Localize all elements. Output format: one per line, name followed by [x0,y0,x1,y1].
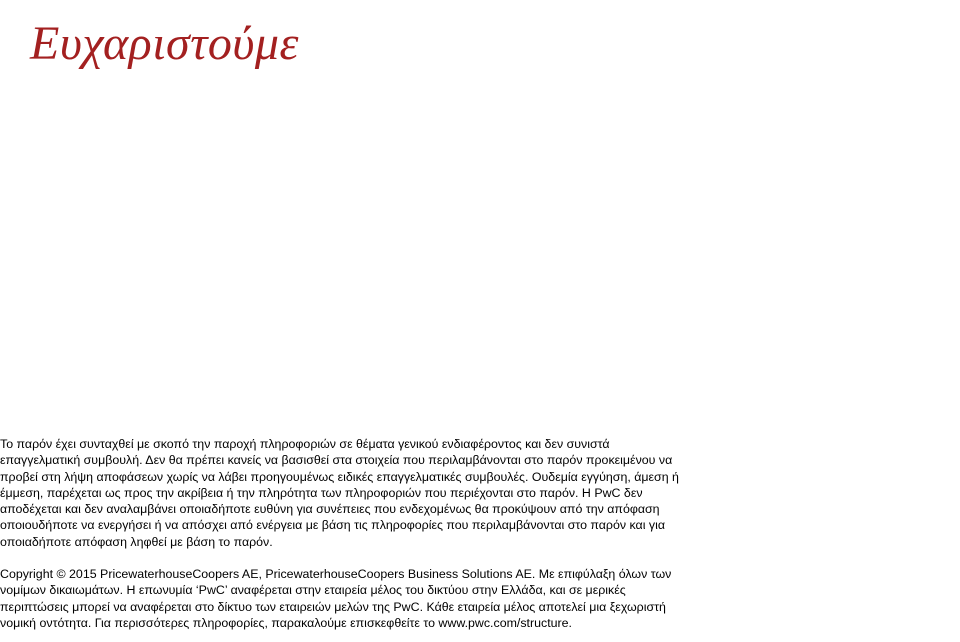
copyright-paragraph: Copyright © 2015 PricewaterhouseCoopers AE, PricewaterhouseCoopers Business Solutions AE. Με επιφύλαξη όλων των νομίμων δικαιωμάτων. Η επωνυμία ‘PwC’ αναφέρεται στην εταιρεία μέλος του δικτύου στην Ελλάδα, και σε μερικές περιπτώσεις μπορεί να αναφέρεται στο δίκτυο των εταιρειών μελών της PwC. Κάθε εταιρεία μέλος αποτελεί μια ξεχωριστή νομική οντότητα. Για περισσότερες πληροφορίες, παρακαλούμε επισκεφθείτε το www.pwc.com/structure. [0,567,672,630]
disclaimer-paragraph: Το παρόν έχει συνταχθεί με σκοπό την παροχή πληροφοριών σε θέματα γενικού ενδιαφέροντος και δεν συνιστά επαγγελματική συμβουλή. Δεν θα πρέπει κανείς να βασισθεί στα στοιχεία που περιλαμβάνονται στο παρόν προκειμένου να προβεί στη λήψη αποφάσεων χωρίς να λάβει προηγουμένως ειδικές επαγγελματικές συμβουλές. Ουδεμία εγγύηση, άμεση ή έμμεση, παρέχεται ως προς την ακρίβεια ή την πληρότητα των πληροφοριών που περιέχονται στο παρόν. Η PwC δεν αποδέχεται και δεν αναλαμβάνει οποιαδήποτε ευθύνη για συνέπειες που ενδεχομένως θα προκύψουν από την απόφαση οποιουδήποτε να ενεργήσει ή να απόσχει από ενέργεια με βάση τις πληροφορίες που περιλαμβάνονται στο παρόν και για οποιαδήποτε απόφαση ληφθεί με βάση το παρόν. [0,437,679,549]
page-title: Ευχαριστούμε [30,17,299,70]
disclaimer-block [0,436,680,631]
